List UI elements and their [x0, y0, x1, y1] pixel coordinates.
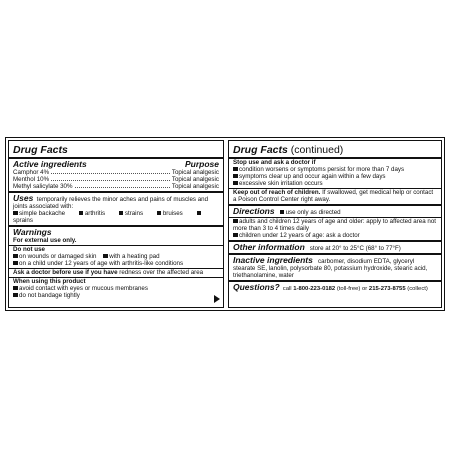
when-using-item: do not bandage tightly [13, 292, 219, 299]
bullet-icon [233, 174, 238, 179]
directions-section: Directions use only as directed [233, 206, 341, 216]
questions-section [233, 282, 437, 293]
list-item: condition worsens or symptoms persist for more than 7 days [233, 166, 437, 173]
do-not-use-heading: Do not use [13, 246, 45, 253]
do-not-use-row: on wounds or damaged skin with a heating pad [13, 253, 219, 260]
do-not-use-row: on a child under 12 years of age with arthritis-like conditions [13, 260, 219, 267]
drug-facts-label [5, 137, 445, 311]
list-item: children under 12 years of age: ask a doctor [233, 232, 437, 239]
list-item: arthritis [79, 210, 111, 217]
list-item: excessive skin irritation occurs [233, 180, 437, 187]
inactive-ingredients-text: carbomer, disodium EDTA, glyceryl stearate SE, lanolin, polysorbate 80, potassium hydroxide, stearic acid, triethanolamine, water [233, 258, 428, 279]
bullet-icon [280, 210, 285, 215]
inactive-ingredients-section [233, 255, 437, 279]
bullet-icon [233, 233, 238, 238]
when-using-item: avoid contact with eyes or mucous membranes [13, 285, 219, 292]
ingredient-name: Camphor 4% [13, 169, 50, 176]
continue-arrow-icon [214, 295, 220, 303]
bullet-icon [233, 181, 238, 186]
list-item: bruises [157, 210, 189, 217]
bullet-icon [103, 254, 108, 259]
phone-collect: 215-273-8755 [368, 286, 406, 292]
active-ingredients-header [13, 159, 219, 169]
bullet-icon [13, 261, 18, 266]
external-use-text: For external use only. [13, 237, 77, 244]
bullet-icon [79, 211, 84, 216]
ingredient-row [13, 183, 219, 190]
keep-out-of-reach: Keep out of reach of children. If swallowed, get medical help or contact a Poison Control Center right away. [233, 189, 434, 203]
continued-label: (continued) [290, 144, 344, 156]
questions-heading: Questions? [233, 282, 280, 292]
other-information-section [233, 242, 437, 252]
bullet-icon [197, 211, 202, 216]
list-item: strains [119, 210, 149, 217]
ingredient-name: Menthol 10% [13, 176, 50, 183]
list-item: adults and children 12 years of age and older: apply to affected area not more than 3 to 4 times daily [233, 218, 436, 232]
ingredient-purpose: Topical analgesic [171, 183, 219, 190]
when-using-heading: When using this product [13, 278, 86, 285]
list-item: symptoms clear up and occur again within a few days [233, 173, 437, 180]
bullet-icon [13, 293, 18, 298]
inactive-ingredients-heading: Inactive ingredients [233, 255, 313, 265]
bullet-icon [233, 219, 238, 224]
other-information-text: store at 20° to 25°C (68° to 77°F) [309, 245, 401, 252]
drug-facts-panel-left [8, 140, 224, 308]
bullet-icon [13, 254, 18, 259]
other-information-heading: Other information [233, 242, 305, 252]
bullet-icon [157, 211, 162, 216]
purpose-heading: Purpose [184, 159, 219, 169]
uses-section [13, 193, 219, 210]
directions-heading: Directions [233, 206, 275, 216]
bullet-icon [13, 211, 18, 216]
ingredient-name: Methyl salicylate 30% [13, 183, 73, 190]
warnings-heading: Warnings [13, 227, 52, 237]
ingredient-row [13, 169, 219, 176]
ingredient-purpose: Topical analgesic [171, 169, 219, 176]
ingredient-row [13, 176, 219, 183]
uses-heading: Uses [13, 193, 34, 203]
active-ingredients-heading: Active ingredients [13, 159, 87, 169]
stop-use-heading: Stop use and ask a doctor if [233, 159, 316, 166]
drug-facts-panel-right [228, 140, 442, 308]
bullet-icon [233, 167, 238, 172]
ask-doctor-row: Ask a doctor before use if you have redness over the affected area [13, 269, 204, 276]
uses-list [13, 210, 219, 224]
uses-text: temporarily relieves the minor aches and pains of muscles and joints associated with: [13, 196, 209, 210]
list-item: sprains [13, 210, 203, 224]
ingredient-purpose: Topical analgesic [171, 176, 219, 183]
phone-toll-free: 1-800-223-0182 [293, 286, 336, 292]
list-item: simple backache [13, 210, 71, 217]
panel-title: Drug Facts (continued) [233, 144, 344, 156]
bullet-icon [119, 211, 124, 216]
bullet-icon [13, 286, 18, 291]
questions-text: call 1-800-223-0182 (toll-free) or 215-273-8755 (collect) [282, 286, 428, 292]
panel-title: Drug Facts [13, 144, 68, 156]
